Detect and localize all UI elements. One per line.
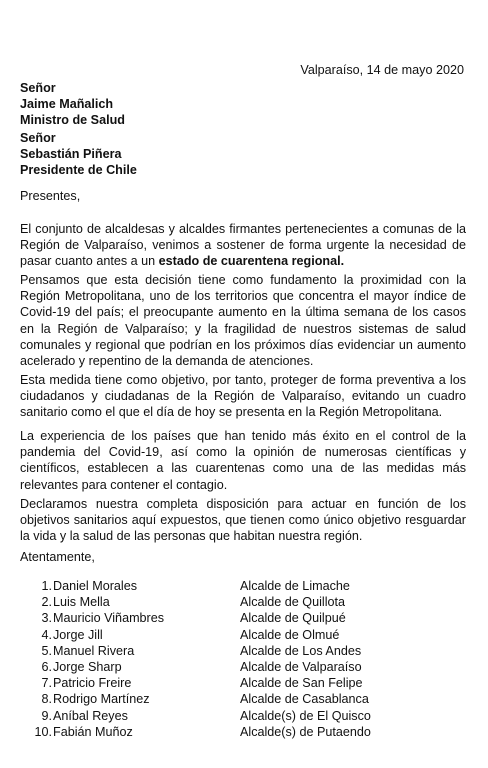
signatory-name: Patricio Freire	[53, 676, 132, 691]
signatory-name: Aníbal Reyes	[53, 708, 128, 723]
recipient-position: Presidente de Chile	[20, 163, 137, 178]
signatory-number: 5.	[41, 643, 52, 658]
paragraph-declaration: Declaramos nuestra completa disposición para actuar en función de los objetivos sanitarios aquí expuestos, que tienen como único objetivo resguardar la vida y la salud de las personas que habitan nuestra región.	[20, 497, 466, 544]
paragraph-request-emphasis: estado de cuarentena regional.	[158, 254, 345, 269]
signatory-number: 6.	[41, 659, 52, 674]
signatory-number: 8.	[41, 692, 52, 707]
signatory-row	[32, 708, 472, 724]
signatory-number: 10.	[34, 724, 52, 739]
signatory-name: Jorge Jill	[53, 627, 103, 642]
signatory-list	[32, 578, 472, 740]
signatory-title: Alcalde(s) de El Quisco	[240, 708, 371, 723]
signatory-number: 7.	[41, 676, 52, 691]
signatory-title: Alcalde de Quillota	[240, 595, 346, 610]
paragraph-rationale: Pensamos que esta decisión tiene como fundamento la proximidad con la Región Metropolitana, uno de los territorios que concentra el mayor índice de Covid-19 del país; el preocupante aumento en la última semana de los casos en la Región de Valparaíso; y la fragilidad de nuestros sistemas de salud comunales y regional que podrían en los próximos días evidenciar un aumento acelerado y repentino de la demanda de atenciones.	[20, 273, 466, 369]
signatory-number: 9.	[41, 708, 52, 723]
signatory-row	[32, 659, 472, 675]
signatory-name: Daniel Morales	[53, 579, 137, 593]
recipient-name: Sebastián Piñera	[20, 147, 122, 162]
signatory-row	[32, 578, 472, 594]
signatory-title: Alcalde de Los Andes	[240, 643, 362, 658]
recipient-salutation: Señor	[20, 131, 56, 145]
signatory-number: 2.	[41, 595, 52, 610]
greeting: Presentes,	[20, 189, 81, 203]
signatory-title: Alcalde de Valparaíso	[240, 659, 362, 674]
signatory-title: Alcalde de Limache	[240, 579, 350, 593]
recipient-block-minister	[20, 80, 125, 129]
signatory-row	[32, 594, 472, 610]
signatory-number: 1.	[41, 579, 52, 593]
signatory-name: Luis Mella	[53, 595, 110, 610]
signatory-name: Manuel Rivera	[53, 643, 135, 658]
paragraph-objective: Esta medida tiene como objetivo, por tanto, proteger de forma preventiva a los ciudadanos y ciudadanas de la Región de Valparaíso, evitando un cuadro sanitario como el que el día de hoy se presenta en la Región Metropolitana.	[20, 373, 466, 420]
signatory-row	[32, 675, 472, 691]
closing: Atentamente,	[20, 550, 95, 564]
signatory-title: Alcalde(s) de Putaendo	[240, 724, 371, 739]
recipient-block-president	[20, 130, 137, 179]
signatory-row	[32, 643, 472, 659]
signatory-title: Alcalde de Quilpué	[240, 611, 346, 626]
signatory-row	[32, 627, 472, 643]
signatory-name: Mauricio Viñambres	[53, 611, 165, 626]
recipient-name: Jaime Mañalich	[20, 97, 114, 112]
signatory-title: Alcalde de San Felipe	[240, 676, 363, 691]
letter-date: Valparaíso, 14 de mayo 2020	[300, 63, 464, 77]
paragraph-request	[20, 221, 466, 270]
signatory-row	[32, 691, 472, 707]
paragraph-request-text: El conjunto de alcaldesas y alcaldes firmantes pertenecientes a comunas de la Región de Valparaíso, venimos a sostener de forma urgente la necesidad de pasar cuanto antes a un	[20, 222, 466, 269]
signatory-name: Fabián Muñoz	[53, 724, 133, 739]
signatory-name: Rodrigo Martínez	[53, 692, 150, 707]
paragraph-experience: La experiencia de los países que han tenido más éxito en el control de la pandemia del Covid-19, así como la opinión de numerosas científicas y científicos, establecen a las cuarentenas como una de las medidas más relevantes para contener el contagio.	[20, 429, 466, 492]
signatory-number: 3.	[41, 611, 52, 626]
signatory-row	[32, 610, 472, 626]
signatory-title: Alcalde de Olmué	[240, 627, 340, 642]
recipient-salutation: Señor	[20, 81, 56, 95]
signatory-number: 4.	[41, 627, 52, 642]
signatory-row	[32, 724, 472, 740]
signatory-name: Jorge Sharp	[53, 659, 122, 674]
signatory-title: Alcalde de Casablanca	[240, 692, 369, 707]
recipient-position: Ministro de Salud	[20, 113, 125, 128]
